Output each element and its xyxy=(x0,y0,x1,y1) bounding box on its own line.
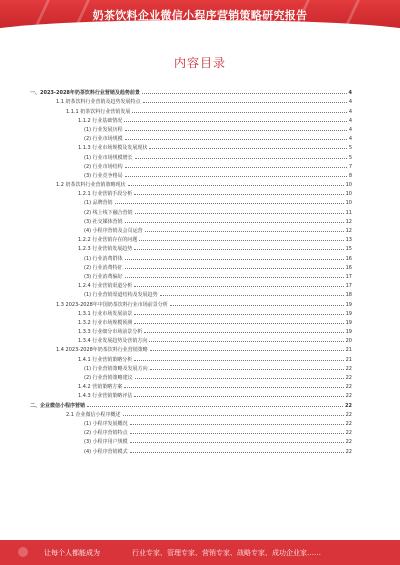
toc-entry-label: (4) 小程序营销及会员运营 xyxy=(84,228,143,234)
toc-entry[interactable] xyxy=(30,381,352,390)
toc-entry-page: 22 xyxy=(345,365,352,372)
toc-leader-dots xyxy=(149,148,346,149)
toc-entry[interactable] xyxy=(30,326,352,335)
toc-entry[interactable] xyxy=(30,390,352,399)
toc-leader-dots xyxy=(125,222,344,223)
toc-entry-label: 二、企业微信小程序营销 xyxy=(30,402,86,409)
toc-leader-dots xyxy=(150,369,344,370)
toc-entry[interactable] xyxy=(30,317,352,326)
toc-entry[interactable] xyxy=(30,418,352,427)
toc-leader-dots xyxy=(142,93,347,94)
toc-entry-page: 5 xyxy=(348,145,352,152)
toc-entry-label: 1.2.3 行业营销发展趋势 xyxy=(78,246,133,253)
toc-leader-dots xyxy=(130,452,344,453)
toc-leader-dots xyxy=(135,158,347,159)
toc-entry[interactable] xyxy=(30,133,352,142)
footer-logo-icon xyxy=(18,547,28,557)
toc-entry-page: 4 xyxy=(348,117,352,124)
toc-entry-page: 10 xyxy=(345,182,352,189)
toc-leader-dots xyxy=(130,424,344,425)
toc-entry[interactable] xyxy=(30,206,352,215)
toc-entry-label: (1) 行业营销策略及发展方向 xyxy=(84,365,148,372)
toc-leader-dots xyxy=(132,112,346,113)
toc-entry-page: 22 xyxy=(345,448,352,455)
toc-entry[interactable] xyxy=(30,436,352,445)
toc-entry-label: 1.2.1 行业营销手段分析 xyxy=(78,191,133,198)
toc-entry[interactable] xyxy=(30,197,352,206)
toc-entry-label: (3) 行业消费偏好 xyxy=(84,273,123,280)
toc-entry-label: 1.4 2023-2028年奶茶饮料行业营销策略 xyxy=(56,347,148,354)
toc-entry-label: (1) 行业营销渠道结构及发展趋势 xyxy=(84,292,158,299)
toc-entry-label: 1.2 奶茶饮料行业营销策略现状 xyxy=(56,182,126,189)
toc-entry-page: 20 xyxy=(345,338,352,345)
toc-entry[interactable] xyxy=(30,234,352,243)
toc-entry-page: 10 xyxy=(345,200,352,207)
toc-leader-dots xyxy=(115,203,344,204)
toc-entry-label: 1.1.3 行业市场规模及发展现状 xyxy=(78,145,148,152)
page-header xyxy=(0,0,400,30)
toc-entry[interactable] xyxy=(30,105,352,114)
toc-leader-dots xyxy=(125,167,347,168)
toc-entry-label: 1.3.3 行业细分市场前景分析 xyxy=(78,329,143,336)
toc-entry-page: 13 xyxy=(345,237,352,244)
toc-entry-page: 22 xyxy=(345,439,352,446)
toc-entry-page: 17 xyxy=(345,283,352,290)
toc-leader-dots xyxy=(143,102,347,103)
table-of-contents xyxy=(30,87,352,455)
header-wave xyxy=(0,20,400,48)
toc-entry[interactable] xyxy=(30,280,352,289)
toc-heading: 内容目录 xyxy=(173,56,226,70)
toc-entry-label: (4) 小程序营销模式 xyxy=(84,448,128,455)
toc-entry-page: 4 xyxy=(348,126,352,133)
toc-leader-dots xyxy=(128,185,344,186)
toc-entry-label: (2) 行业市场规模 xyxy=(84,136,123,143)
toc-entry-page: 19 xyxy=(345,301,352,308)
toc-entry-label: 1.4.1 行业营销策略分析 xyxy=(78,356,133,363)
toc-entry-label: 一、2023-2028年奶茶饮料行业营销及趋势前景 xyxy=(30,90,140,97)
toc-entry-label: (1) 行业市场规模增长 xyxy=(84,154,133,161)
toc-entry-label: 1.1.1 奶茶饮料行业营销发展 xyxy=(66,108,131,115)
toc-leader-dots xyxy=(130,433,344,434)
toc-entry[interactable] xyxy=(30,188,352,197)
toc-entry[interactable] xyxy=(30,289,352,298)
toc-leader-dots xyxy=(125,139,347,140)
toc-entry-label: (2) 线上线下融合营销 xyxy=(84,209,133,216)
toc-leader-dots xyxy=(134,314,343,315)
toc-entry[interactable] xyxy=(30,308,352,317)
toc-entry[interactable] xyxy=(30,115,352,124)
toc-entry[interactable] xyxy=(30,353,352,362)
toc-leader-dots xyxy=(134,286,343,287)
toc-entry-label: (3) 社交媒体营销 xyxy=(84,218,123,225)
toc-leader-dots xyxy=(139,240,343,241)
toc-leader-dots xyxy=(145,231,344,232)
page-footer xyxy=(0,540,400,565)
toc-entry-label: 1.4.3 行业营销策略评估 xyxy=(78,393,133,400)
toc-leader-dots xyxy=(160,295,344,296)
toc-entry-page: 16 xyxy=(345,255,352,262)
toc-entry-label: (1) 品牌营销 xyxy=(84,200,113,207)
toc-entry[interactable] xyxy=(30,96,352,105)
toc-entry-label: (1) 行业消费群体 xyxy=(84,255,123,262)
toc-entry[interactable] xyxy=(30,335,352,344)
toc-entry-label: 2.1 企业微信小程序概述 xyxy=(66,411,121,418)
toc-leader-dots xyxy=(150,350,344,351)
toc-leader-dots xyxy=(134,360,343,361)
toc-leader-dots xyxy=(124,121,347,122)
toc-entry-page: 22 xyxy=(345,393,352,400)
toc-entry-page: 7 xyxy=(348,163,352,170)
toc-entry-page: 5 xyxy=(348,154,352,161)
toc-entry[interactable] xyxy=(30,161,352,170)
toc-entry-label: 1.2.2 行业营销存在的问题 xyxy=(78,237,138,244)
toc-entry-page: 22 xyxy=(345,384,352,391)
toc-entry-page: 22 xyxy=(345,411,352,418)
footer-slogan-roles: 行业专家、管理专家、营销专家、战略专家、成功企业家…… xyxy=(132,549,321,557)
toc-entry-page: 21 xyxy=(345,347,352,354)
toc-entry-page: 21 xyxy=(345,356,352,363)
toc-entry-page: 4 xyxy=(348,90,352,97)
toc-leader-dots xyxy=(149,341,343,342)
toc-entry[interactable] xyxy=(30,124,352,133)
toc-entry[interactable] xyxy=(30,87,352,96)
toc-entry-page: 12 xyxy=(345,218,352,225)
toc-leader-dots xyxy=(135,213,344,214)
toc-entry-label: (2) 行业消费特征 xyxy=(84,264,123,271)
toc-entry-page: 8 xyxy=(348,172,352,179)
toc-entry[interactable] xyxy=(30,409,352,418)
toc-entry-page: 19 xyxy=(345,310,352,317)
toc-entry[interactable] xyxy=(30,363,352,372)
toc-entry[interactable] xyxy=(30,399,352,408)
toc-leader-dots xyxy=(125,130,347,131)
toc-entry[interactable] xyxy=(30,216,352,225)
toc-entry[interactable] xyxy=(30,170,352,179)
toc-entry[interactable] xyxy=(30,372,352,381)
toc-entry-page: 19 xyxy=(345,329,352,336)
toc-entry-page: 4 xyxy=(348,99,352,106)
toc-leader-dots xyxy=(123,415,344,416)
toc-leader-dots xyxy=(125,268,344,269)
toc-entry-label: 1.3.2 行业市场规模预测 xyxy=(78,319,133,326)
toc-entry-label: (3) 行业竞争格局 xyxy=(84,172,123,179)
toc-leader-dots xyxy=(125,259,344,260)
toc-entry-page: 4 xyxy=(348,136,352,143)
toc-entry-page: 22 xyxy=(345,402,352,409)
toc-entry-label: 1.3.4 行业发展趋势及营销方向 xyxy=(78,338,148,345)
toc-entry[interactable] xyxy=(30,344,352,353)
toc-entry[interactable] xyxy=(30,252,352,261)
toc-entry[interactable] xyxy=(30,179,352,188)
toc-entry[interactable] xyxy=(30,262,352,271)
toc-entry-label: 1.1 奶茶饮料行业营销及趋势发展特点 xyxy=(56,99,141,106)
toc-entry-label: 1.1.2 行业基础情况 xyxy=(78,117,123,124)
footer-slogan: 让每个人都能成为 xyxy=(44,549,100,557)
toc-entry-page: 17 xyxy=(345,273,352,280)
toc-entry-page: 19 xyxy=(345,319,352,326)
toc-entry-label: (2) 行业营销策略建议 xyxy=(84,375,133,381)
toc-leader-dots xyxy=(134,323,343,324)
toc-entry[interactable] xyxy=(30,271,352,280)
toc-entry-label: 1.3 2023-2028年中国奶茶饮料行业市场前景分析 xyxy=(56,301,168,308)
report-title: 奶茶饮料企业微信小程序营销策略研究报告 xyxy=(92,9,308,22)
toc-entry-page: 11 xyxy=(345,209,352,216)
toc-entry-label: 1.4.2 营销策略方案 xyxy=(78,384,123,391)
toc-entry[interactable] xyxy=(30,243,352,252)
toc-leader-dots xyxy=(125,176,347,177)
toc-entry-label: 1.2.4 行业营销渠道分析 xyxy=(78,283,133,290)
toc-entry-page: 22 xyxy=(345,375,352,381)
toc-leader-dots xyxy=(124,387,343,388)
toc-leader-dots xyxy=(135,378,344,379)
toc-leader-dots xyxy=(87,406,343,407)
toc-entry-page: 18 xyxy=(345,292,352,299)
toc-leader-dots xyxy=(130,442,344,443)
toc-entry[interactable] xyxy=(30,142,352,151)
toc-entry-page: 22 xyxy=(345,420,352,427)
toc-entry-page: 12 xyxy=(345,228,352,234)
toc-entry[interactable] xyxy=(30,151,352,160)
toc-entry-label: (3) 小程序用户规模 xyxy=(84,439,128,446)
toc-leader-dots xyxy=(170,305,344,306)
toc-leader-dots xyxy=(144,332,343,333)
toc-entry-label: (2) 行业市场结构 xyxy=(84,163,123,170)
toc-leader-dots xyxy=(125,277,344,278)
toc-leader-dots xyxy=(134,396,343,397)
toc-entry[interactable] xyxy=(30,445,352,454)
toc-entry-label: 1.3.1 行业市场发展前景 xyxy=(78,310,133,317)
toc-entry-page: 4 xyxy=(348,108,352,115)
toc-entry[interactable] xyxy=(30,298,352,307)
toc-entry[interactable] xyxy=(30,427,352,436)
toc-entry-page: 16 xyxy=(345,264,352,271)
toc-entry-page: 22 xyxy=(345,430,352,437)
toc-leader-dots xyxy=(134,249,343,250)
toc-entry[interactable] xyxy=(30,225,352,234)
toc-entry-label: (1) 行业发展历程 xyxy=(84,126,123,133)
toc-entry-label: (2) 小程序营销特点 xyxy=(84,430,128,437)
toc-leader-dots xyxy=(134,194,343,195)
toc-entry-page: 15 xyxy=(345,246,352,253)
toc-entry-label: (1) 小程序发展概况 xyxy=(84,420,128,427)
toc-entry-page: 10 xyxy=(345,191,352,198)
